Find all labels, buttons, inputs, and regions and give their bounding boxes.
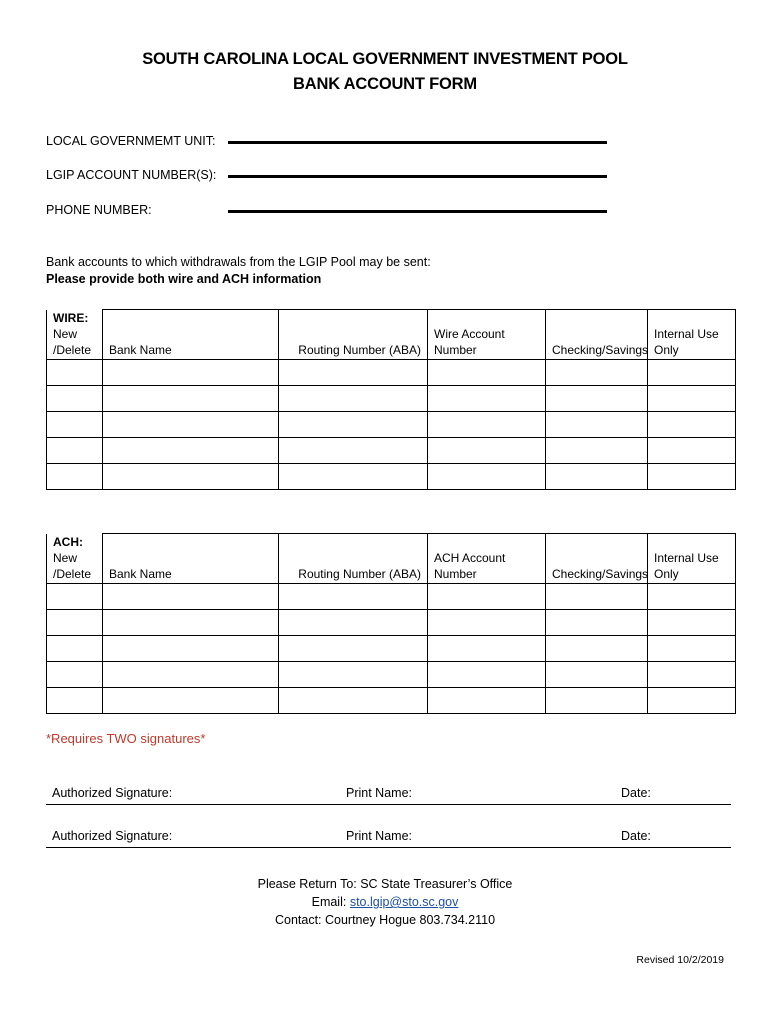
ach-cell[interactable] [428, 661, 546, 687]
wire-cell[interactable] [428, 463, 546, 489]
ach-table-row[interactable] [47, 687, 736, 713]
wire-table [46, 309, 736, 490]
ach-table-row[interactable] [47, 661, 736, 687]
ach-header-row [47, 534, 736, 584]
wire-cell[interactable] [47, 359, 103, 385]
wire-cell[interactable] [47, 411, 103, 437]
ach-cell[interactable] [47, 661, 103, 687]
authorized-signature-label: Authorized Signature: [52, 786, 173, 800]
ach-cell[interactable] [279, 609, 428, 635]
wire-cell[interactable] [648, 437, 736, 463]
phone-number-label: PHONE NUMBER: [46, 203, 152, 217]
intro-instruction: Please provide both wire and ACH information [46, 272, 322, 286]
ach-cell[interactable] [103, 687, 279, 713]
ach-cell[interactable] [279, 661, 428, 687]
intro-text: Bank accounts to which withdrawals from the LGIP Pool may be sent: [46, 255, 431, 269]
wire-cell[interactable] [648, 411, 736, 437]
wire-cell[interactable] [103, 359, 279, 385]
ach-cell[interactable] [279, 687, 428, 713]
ach-bank-name-header: Bank Name [103, 534, 279, 584]
ach-cell[interactable] [47, 687, 103, 713]
ach-table [46, 533, 736, 714]
ach-cell[interactable] [103, 609, 279, 635]
requires-two-signatures-note: *Requires TWO signatures* [46, 731, 206, 746]
wire-cell[interactable] [279, 463, 428, 489]
wire-cell[interactable] [546, 385, 648, 411]
ach-cell[interactable] [428, 583, 546, 609]
wire-cell[interactable] [428, 385, 546, 411]
ach-table-row[interactable] [47, 583, 736, 609]
date-label: Date: [621, 829, 651, 843]
authorized-signature-label: Authorized Signature: [52, 829, 173, 843]
ach-internal-use-header: Internal Use Only [648, 534, 736, 584]
ach-cell[interactable] [279, 635, 428, 661]
wire-cell[interactable] [279, 411, 428, 437]
ach-cell[interactable] [47, 609, 103, 635]
ach-cell[interactable] [103, 635, 279, 661]
wire-cell[interactable] [546, 463, 648, 489]
wire-section-label: WIRE: [53, 310, 89, 325]
ach-cell[interactable] [546, 661, 648, 687]
ach-cell[interactable] [47, 583, 103, 609]
wire-cell[interactable] [648, 463, 736, 489]
print-name-label: Print Name: [346, 786, 412, 800]
wire-table-row[interactable] [47, 463, 736, 489]
wire-internal-use-header: Internal Use Only [648, 310, 736, 360]
wire-table-row[interactable] [47, 385, 736, 411]
ach-cell[interactable] [428, 635, 546, 661]
ach-cell[interactable] [546, 583, 648, 609]
ach-checking-savings-header: Checking/Savings [546, 534, 648, 584]
wire-header-row [47, 310, 736, 360]
wire-cell[interactable] [279, 385, 428, 411]
ach-new-delete-header: ACH: New /Delete [47, 534, 103, 584]
ach-table-row[interactable] [47, 609, 736, 635]
ach-cell[interactable] [546, 687, 648, 713]
local-government-unit-field[interactable] [228, 141, 607, 144]
email-line [0, 895, 770, 909]
ach-cell[interactable] [648, 609, 736, 635]
wire-table-row[interactable] [47, 411, 736, 437]
date-label: Date: [621, 786, 651, 800]
wire-cell[interactable] [546, 359, 648, 385]
wire-bank-name-header: Bank Name [103, 310, 279, 360]
form-title-line1: SOUTH CAROLINA LOCAL GOVERNMENT INVESTMENT POOL [142, 50, 628, 68]
ach-cell[interactable] [648, 583, 736, 609]
ach-cell[interactable] [546, 609, 648, 635]
wire-cell[interactable] [103, 463, 279, 489]
wire-cell[interactable] [103, 411, 279, 437]
email-label: Email: [311, 895, 350, 909]
wire-cell[interactable] [428, 359, 546, 385]
ach-cell[interactable] [648, 661, 736, 687]
wire-account-header: Wire Account Number [428, 310, 546, 360]
wire-cell[interactable] [279, 359, 428, 385]
phone-number-field[interactable] [228, 210, 607, 213]
wire-cell[interactable] [648, 359, 736, 385]
wire-checking-savings-header: Checking/Savings [546, 310, 648, 360]
ach-cell[interactable] [103, 583, 279, 609]
signature-line-2[interactable] [46, 827, 731, 848]
ach-routing-header: Routing Number (ABA) [279, 534, 428, 584]
ach-cell[interactable] [47, 635, 103, 661]
signature-line-1[interactable] [46, 784, 731, 805]
print-name-label: Print Name: [346, 829, 412, 843]
wire-new-delete-header: WIRE: New /Delete [47, 310, 103, 360]
ach-cell[interactable] [648, 635, 736, 661]
wire-cell[interactable] [546, 411, 648, 437]
ach-section-label: ACH: [53, 534, 83, 549]
email-link[interactable]: sto.lgip@sto.sc.gov [349, 895, 459, 909]
lgip-account-number-label: LGIP ACCOUNT NUMBER(S): [46, 168, 217, 182]
ach-table-row[interactable] [47, 635, 736, 661]
wire-cell[interactable] [546, 437, 648, 463]
ach-cell[interactable] [648, 687, 736, 713]
wire-cell[interactable] [103, 437, 279, 463]
wire-cell[interactable] [279, 437, 428, 463]
wire-cell[interactable] [648, 385, 736, 411]
return-to-text: Please Return To: SC State Treasurer’s Office [257, 877, 513, 891]
wire-cell[interactable] [47, 385, 103, 411]
local-government-unit-label: LOCAL GOVERNMEMT UNIT: [46, 134, 216, 148]
wire-cell[interactable] [428, 411, 546, 437]
ach-cell[interactable] [546, 635, 648, 661]
wire-cell[interactable] [428, 437, 546, 463]
wire-cell[interactable] [103, 385, 279, 411]
wire-routing-header: Routing Number (ABA) [279, 310, 428, 360]
ach-cell[interactable] [428, 687, 546, 713]
ach-cell[interactable] [279, 583, 428, 609]
revised-date: Revised 10/2/2019 [636, 954, 724, 966]
wire-table-row[interactable] [47, 437, 736, 463]
wire-cell[interactable] [47, 437, 103, 463]
ach-cell[interactable] [103, 661, 279, 687]
contact-text: Contact: Courtney Hogue 803.734.2110 [274, 913, 496, 927]
ach-account-header: ACH Account Number [428, 534, 546, 584]
ach-cell[interactable] [428, 609, 546, 635]
wire-table-row[interactable] [47, 359, 736, 385]
wire-cell[interactable] [47, 463, 103, 489]
lgip-account-number-field[interactable] [228, 175, 607, 178]
form-title-line2: BANK ACCOUNT FORM [293, 75, 477, 93]
